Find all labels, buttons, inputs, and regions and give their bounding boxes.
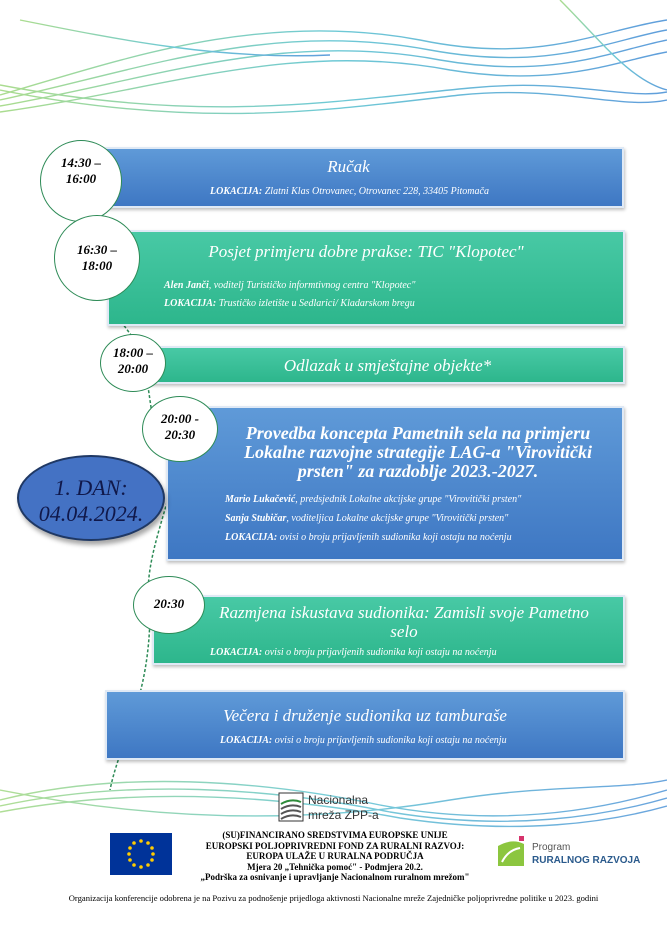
top-wave-decoration: [0, 0, 667, 140]
event-box-presentation: [166, 406, 624, 561]
funding-statement: (SU)FINANCIRANO SREDSTVIMA EUROPSKE UNIJE EUROPSKI POLJOPRIVREDNI FOND ZA RURALNI RAZVOJ: EUROPA ULAŽE U RURALNA PODRUČJA Mjera 20 „Tehnička pomoć" - Podmjera 20.2. „Podrška za osnivanje i upravljanje Nacionalnom ruralnom mrežom": [200, 830, 470, 882]
time-circle-2: 16:30 – 18:00: [54, 215, 140, 301]
event-box-exchange: [152, 595, 625, 665]
time-circle-3: 18:00 – 20:00: [100, 334, 166, 392]
event-speaker: Sanja Stubičar, voditeljica Lokalne akcijske grupe "Virovitički prsten": [225, 513, 509, 524]
event-title: Provedba koncepta Pametnih sela na primjeru Lokalne razvojne strategije LAG-a "Virovitički prsten" za razdoblje 2023.-2027.: [244, 423, 592, 481]
eu-flag-icon: [110, 833, 172, 875]
event-speaker: Alen Janči, voditelj Turističko informtivnog centra "Klopotec": [164, 280, 416, 291]
nacionalna-mreza-logo: [278, 792, 398, 826]
event-title: Ručak: [327, 157, 370, 176]
time-circle-4: 20:00 - 20:30: [142, 396, 218, 462]
footnote: Organizacija konferencije odobrena je na Pozivu za podnošenje prijedloga aktivnosti Nacionalne mreže Zajedničke poljoprivredne politike u 2023. godini: [68, 893, 599, 903]
leaf-icon: [496, 836, 526, 868]
event-title: Večera i druženje sudionika uz tamburaše: [223, 706, 507, 725]
event-title: Odlazak u smještajne objekte*: [283, 356, 492, 375]
program-line-1: Program: [532, 842, 571, 853]
event-box-lunch: [73, 147, 624, 208]
event-speaker: Mario Lukačević, predsjednik Lokalne akcijske grupe "Virovitički prsten": [225, 494, 522, 505]
event-title: Razmjena iskustava sudionika: Zamisli svoje Pametno selo: [219, 603, 589, 641]
logo-line-2: mreža ZPP-a: [308, 808, 379, 822]
day-date: 04.04.2024.: [38, 501, 144, 526]
event-box-dinner: [105, 690, 625, 760]
event-location: LOKACIJA: ovisi o broju prijavljenih sudionika koji ostaju na noćenju: [225, 532, 512, 543]
day-date-badge: [17, 455, 165, 541]
event-box-accommodation: [150, 346, 625, 384]
program-line-2: RURALNOG RAZVOJA: [532, 855, 641, 866]
event-title: Posjet primjeru dobre prakse: TIC "Klopotec": [208, 242, 524, 261]
logo-line-1: Nacionalna: [308, 793, 369, 807]
event-location: LOKACIJA: ovisi o broju prijavljenih sudionika koji ostaju na noćenju: [220, 735, 507, 746]
event-location: LOKACIJA: Zlatni Klas Otrovanec, Otrovanec 228, 33405 Pitomača: [210, 186, 489, 197]
event-location: LOKACIJA: ovisi o broju prijavljenih sudionika koji ostaju na noćenju: [210, 647, 497, 658]
event-location: LOKACIJA: Trustičko izletište u Sedlarici/ Kladarskom bregu: [164, 298, 415, 309]
event-box-visit: [107, 230, 625, 326]
field-icon: [278, 792, 304, 822]
time-circle-5: 20:30: [133, 576, 205, 634]
time-circle-1: 14:30 – 16:00: [40, 140, 122, 222]
day-label: 1. DAN:: [54, 475, 128, 500]
program-ruralnog-razvoja-logo: [496, 836, 641, 876]
